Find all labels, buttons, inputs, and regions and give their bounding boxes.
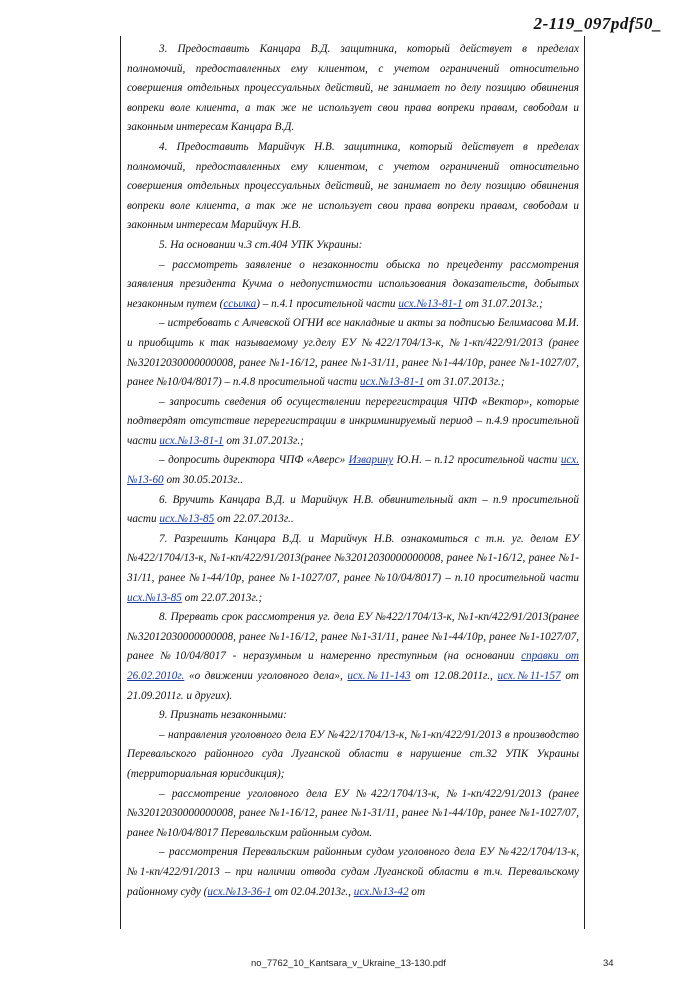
paragraph-7: 7. Разрешить Канцара В.Д. и Марийчук Н.В. ознакомиться с т.н. уг. делом ЕУ №422/1704/13-к, №1-кп/422/91/2013(ранее №32012030000000008, ранее №1-16/12, ранее №1-31/11, ранее №1-44/10р, ранее №1-1027/07, ранее №10/04/8017) – п.10 просительной части исх.№13-85 от 22.07.2013г.;: [127, 532, 579, 604]
link-ssylka[interactable]: ссылка: [223, 297, 257, 310]
document-reference: 2-119_097pdf50_: [533, 14, 662, 33]
page-number: 34: [603, 958, 614, 969]
link-11-157[interactable]: исх.№11-157: [497, 670, 561, 682]
footer-filename: no_7762_10_Kantsara_v_Ukraine_13-130.pdf: [251, 958, 446, 969]
paragraph-6: 6. Вручить Канцара В.Д. и Марийчук Н.В. обвинительный акт – п.9 просительной части исх.№13-85 от 22.07.2013г..: [127, 493, 579, 526]
link-13-85[interactable]: исх.№13-85: [159, 513, 215, 526]
bullet-4: – допросить директора ЧПФ «Аверс» Изварину Ю.Н. – п.12 просительной части исх.№13-60 от 30.05.2013г..: [127, 454, 579, 487]
paragraph-5: 5. На основании ч.3 ст.404 УПК Украины:: [159, 238, 363, 251]
clause-1: – направления уголовного дела ЕУ №422/1704/13-к, №1-кп/422/91/2013 в производство Перевальского районного суда Луганской области в нарушение ст.32 УПК Украины (территориальная юрисдикция);: [127, 728, 579, 780]
link-11-143[interactable]: исх.№11-143: [347, 670, 411, 682]
link-13-81-1[interactable]: исх.№13-81-1: [398, 297, 463, 310]
link-13-81-1[interactable]: исх.№13-81-1: [360, 376, 425, 389]
link-spravka-26-02-2010[interactable]: справки от 26.02.2010г.: [127, 650, 579, 682]
link-13-36-1[interactable]: исх.№13-36-1: [207, 885, 272, 898]
bullet-1: – рассмотреть заявление о незаконности обыска по прецеденту рассмотрения заявления президента Кучма о недопустимости использования доказательств, добытых незаконным путем (ссылка) – п.4.1 просительной части исх.№13-81-1 от 31.07.2013г.;: [127, 258, 579, 310]
link-13-60[interactable]: исх.№13-60: [127, 454, 579, 487]
bullet-3: – запросить сведения об осуществлении перерегистрация ЧПФ «Вектор», которые подтвердят отсутствие перерегистрации в инкриминируемый период – п.4.9 просительной части исх.№13-81-1 от 31.07.2013г.;: [127, 395, 579, 447]
right-margin-line: [584, 36, 585, 929]
document-body: [127, 40, 579, 902]
link-13-85[interactable]: исх.№13-85: [127, 591, 182, 604]
clause-2: – рассмотрение уголовного дела ЕУ №422/1704/13-к, №1-кп/422/91/2013 (ранее №32012030000000008, ранее №1-16/12, ранее №1-31/11, ранее №1-44/10р, ранее №1-1027/07, ранее №10/04/8017 Перевальским районным судом.: [127, 787, 579, 839]
link-13-42[interactable]: исх.№13-42: [353, 885, 409, 898]
clause-3: – рассмотрения Перевальским районным судом уголовного дела ЕУ №422/1704/13-к, №1-кп/422/91/2013 – при наличии отвода судам Луганской области в т.ч. Перевальскому районному суду (исх.№13-36-1 от 02.04.2013г., исх.№13-42 от: [127, 846, 579, 898]
link-izvarinu[interactable]: Изварину: [348, 454, 394, 467]
paragraph-8: 8. Прервать срок рассмотрения уг. дела ЕУ №422/1704/13-к, №1-кп/422/91/2013(ранее №32012030000000008, ранее №1-16/12, ранее №1-31/11, ранее №1-44/10р, ранее №1-1027/07, ранее №10/04/8017 - неразумным и намеренно преступным (на основании справки от 26.02.2010г. «о движении уголовного дела», исх.№11-143 от 12.08.2011г., исх.№11-157 от 21.09.2011г. и других).: [127, 611, 579, 702]
left-margin-line: [120, 36, 121, 929]
paragraph-9: 9. Признать незаконными:: [159, 709, 287, 722]
paragraph-3: 3. Предоставить Канцара В.Д. защитника, который действует в пределах полномочий, предоставленных ему клиентом, с учетом ограничений относительно совершения отдельных процессуальных действий, не занимает по делу позицию обвинения вопреки воле клиента, а так же не использует свои права вопреки правам, свободам и законным интересам Канцара В.Д.: [127, 43, 579, 134]
link-13-81-1[interactable]: исх.№13-81-1: [159, 434, 224, 447]
bullet-2: – истребовать с Алчевской ОГНИ все накладные и акты за подписью Белимасова М.И. и приобщить к так называемому уг.делу ЕУ №422/1704/13-к, №1-кп/422/91/2013 (ранее №32012030000000008, ранее №1-16/12, ранее №1-31/11, ранее №1-44/10р, ранее №1-1027/07, ранее №10/04/8017) – п.4.8 просительной части исх.№13-81-1 от 31.07.2013г.;: [127, 317, 579, 389]
paragraph-4: 4. Предоставить Марийчук Н.В. защитника, который действует в пределах полномочий, предоставленных ему клиентом, с учетом ограничений относительно совершения отдельных процессуальных действий, не занимает по делу позицию обвинения вопреки воле клиента, а так же не использует свои права вопреки правам, свободам и законным интересам Марийчук Н.В.: [127, 140, 579, 232]
